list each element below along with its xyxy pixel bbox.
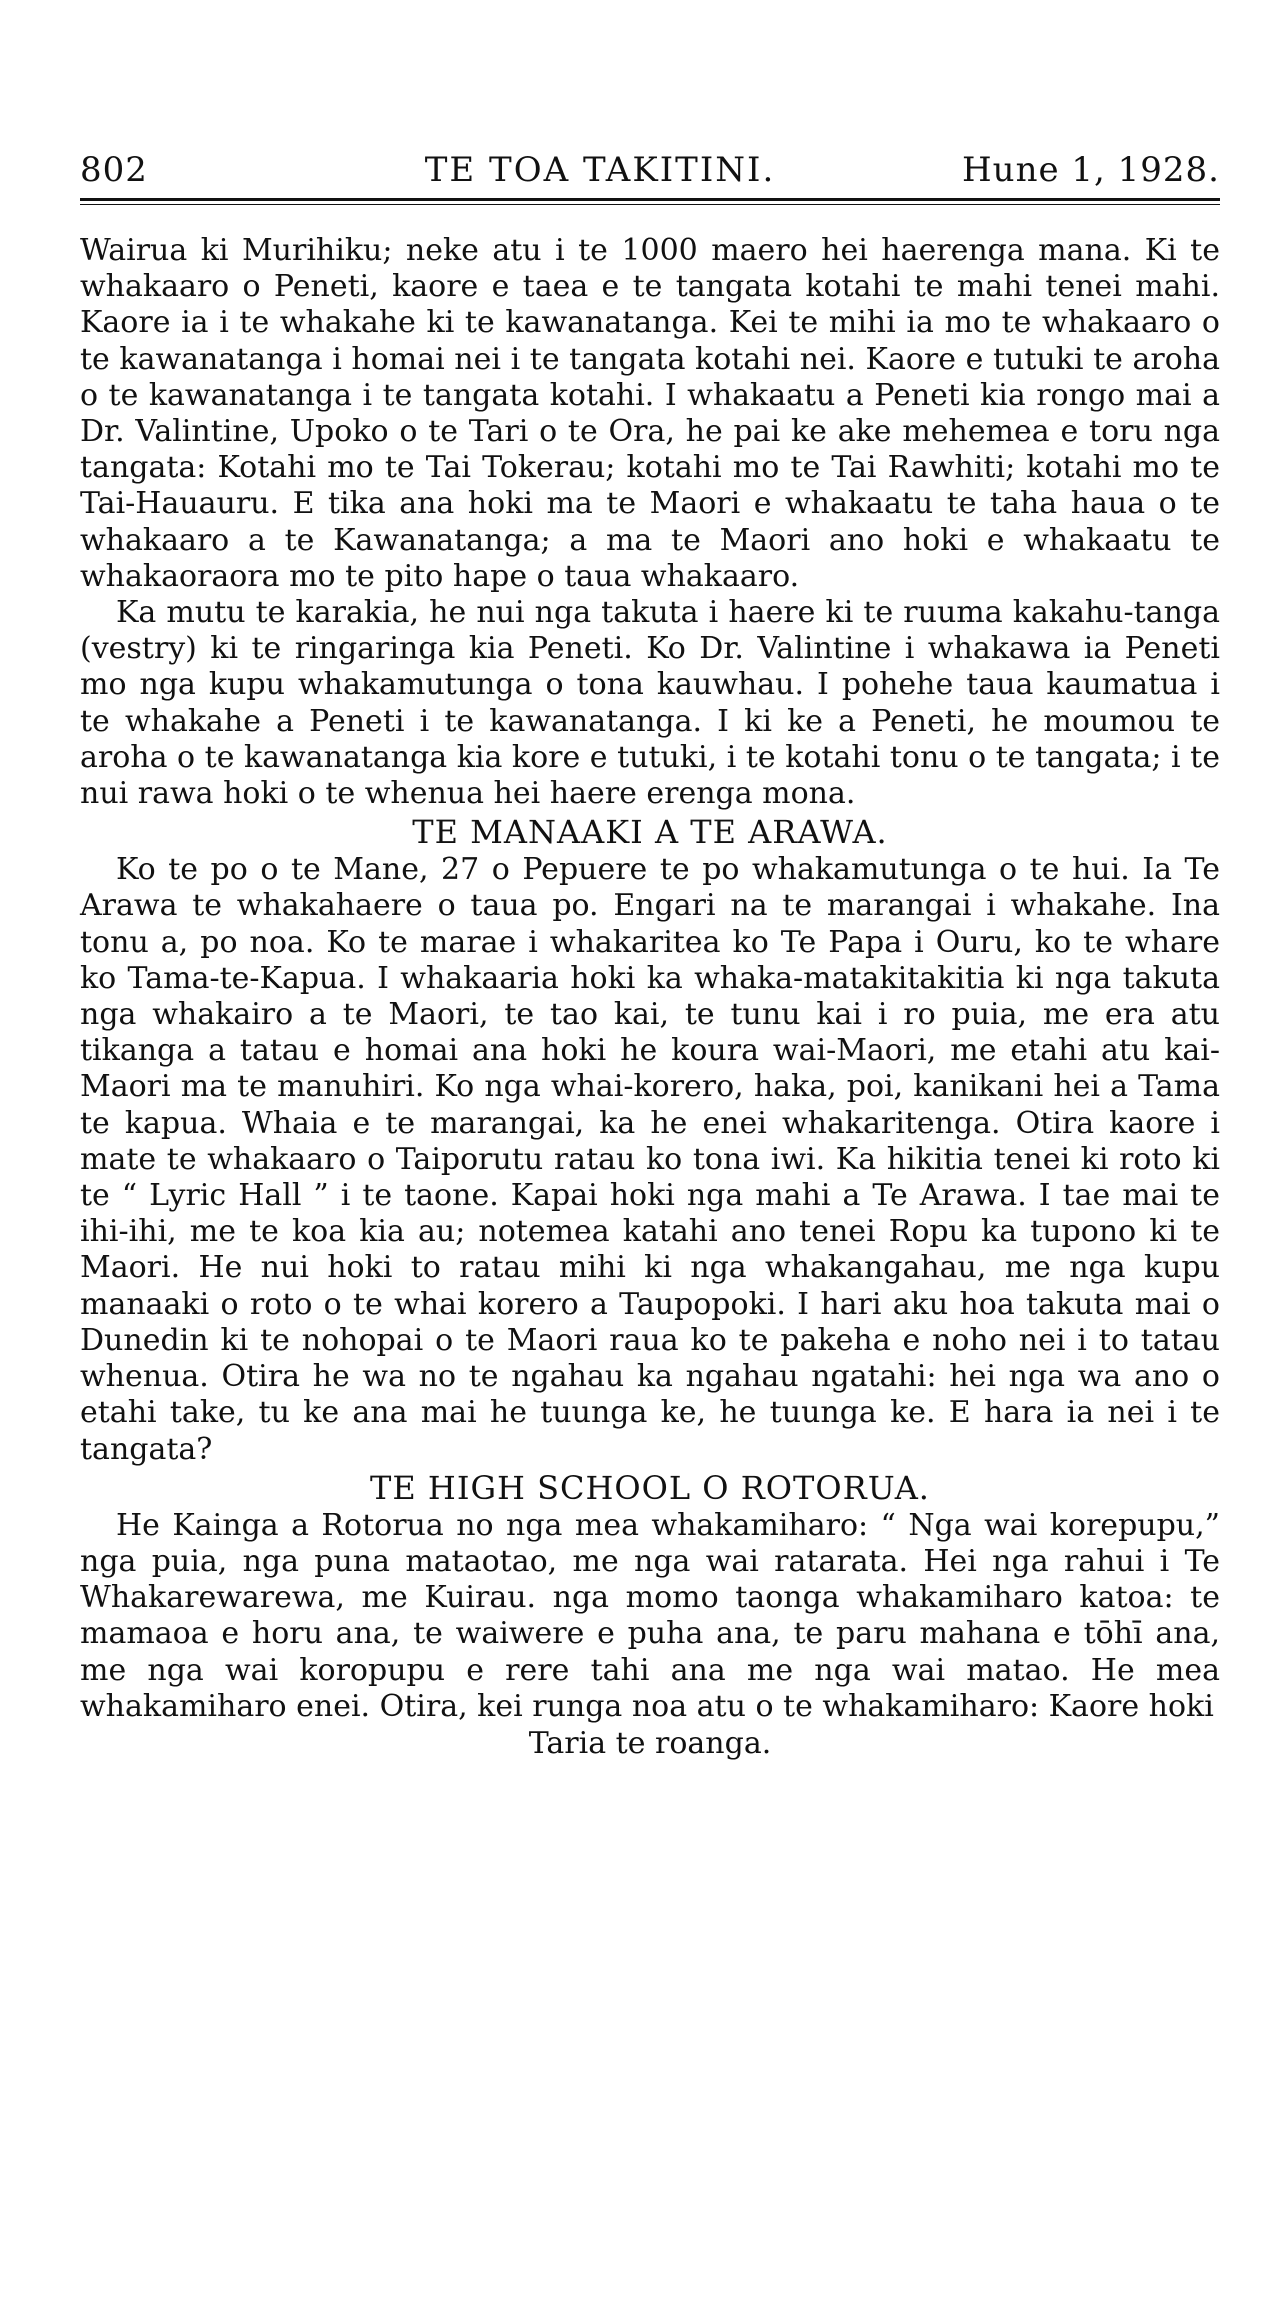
paragraph-arawa: Ko te po o te Mane, 27 o Pepuere te po whakamutunga o te hui. Ia Te Arawa te whakahaere o taua po. Engari na te marangai i whakahe. Ina tonu a, po noa. Ko te marae i whakaritea ko Te Papa i Ouru, ko te whare ko Tama-te-Kapua. I whakaaria hoki ka whaka-matakitakitia ki nga takuta nga whakairo a te Maori, te tao kai, te tunu kai i ro puia, me era atu tikanga a tatau e homai ana hoki he koura wai-Maori, me etahi atu kai-Maori ma te manuhiri. Ko nga whai-korero, haka, poi, kanikani hei a Tama te kapua. Whaia e te marangai, ka he enei whakaritenga. Otira kaore i mate te whakaaro o Taiporutu ratau ko tona iwi. Ka hikitia tenei ki roto ki te “ Lyric Hall ” i te taone. Kapai hoki nga mahi a Te Arawa. I tae mai te ihi-ihi, me te koa kia au; notemea katahi ano tenei Ropu ka tupono ki te Maori. He nui hoki to ratau mihi ki nga whakangahau, me nga kupu manaaki o roto o te whai korero a Taupopoki. I hari aku hoa takuta mai o Dunedin ki te nohopai o te Maori raua ko te pakeha e noho nei i to tatau whenua. Otira he wa no te ngahau ka ngahau ngatahi: hei nga wa ano o etahi take, tu ke ana mai he tuunga ke, he tuunga ke. E hara ia nei i te tangata? [80,852,1220,1467]
issue-date: Hune 1, 1928. [962,150,1220,190]
header-rule-thin [80,204,1220,205]
page-header [80,150,1220,196]
continued-note: Taria te roanga. [528,1725,772,1761]
header-rule [80,198,1220,201]
paragraph-wairua: Wairua ki Murihiku; neke atu i te 1000 maero hei haerenga mana. Ki te whakaaro o Peneti, kaore e taea e te tangata kotahi te mahi tenei mahi. Kaore ia i te whakahe ki te kawanatanga. Kei te mihi ia mo te whakaaro o te kawanatanga i homai nei i te tangata kotahi nei. Kaore e tutuki te aroha o te kawanatanga i te tangata kotahi. I whakaatu a Peneti kia rongo mai a Dr. Valintine, Upoko o te Tari o te Ora, he pai ke ake mehemea e toru nga tangata: Kotahi mo te Tai Tokerau; kotahi mo te Tai Rawhiti; kotahi mo te Tai-Hauauru. E tika ana hoki ma te Maori e whakaatu te taha haua o te whakaaro a te Kawanatanga; a ma te Maori ano hoki e whakaatu te whakaoraora mo te pito hape o taua whakaaro. [80,233,1220,594]
running-title: TE TOA TAKITINI. [424,150,776,190]
document-page [80,150,1220,1763]
paragraph-karakia: Ka mutu te karakia, he nui nga takuta i haere ki te ruuma kakahu-tanga (vestry) ki te ringaringa kia Peneti. Ko Dr. Valintine i whakawa ia Peneti mo nga kupu whakamutunga o tona kauwhau. I pohehe taua kaumatua i te whakahe a Peneti i te kawanatanga. I ki ke a Peneti, he moumou te aroha o te kawanatanga kia kore e tutuki, i te kotahi tonu o te tangata; i te nui rawa hoki o te whenua hei haere erenga mona. [80,595,1220,812]
paragraph-rotorua: He Kainga a Rotorua no nga mea whakamiharo: “ Nga wai korepupu,” nga puia, nga puna mataotao, me nga wai ratarata. Hei nga rahui i Te Whakarewarewa, me Kuirau. nga momo taonga whakamiharo katoa: te mamaoa e horu ana, te waiwere e puha ana, te paru mahana e tōhī ana, me nga wai koropupu e rere tahi ana me nga wai matao. He mea whakamiharo enei. Otira, kei runga noa atu o te whakamiharo: Kaore hoki [80,1507,1220,1724]
section-heading-rotorua: TE HIGH SCHOOL O ROTORUA. [370,1468,930,1507]
section-heading-arawa: TE MANAAKI A TE ARAWA. [412,813,888,852]
article-body [80,233,1220,1763]
page-number: 802 [80,150,148,190]
